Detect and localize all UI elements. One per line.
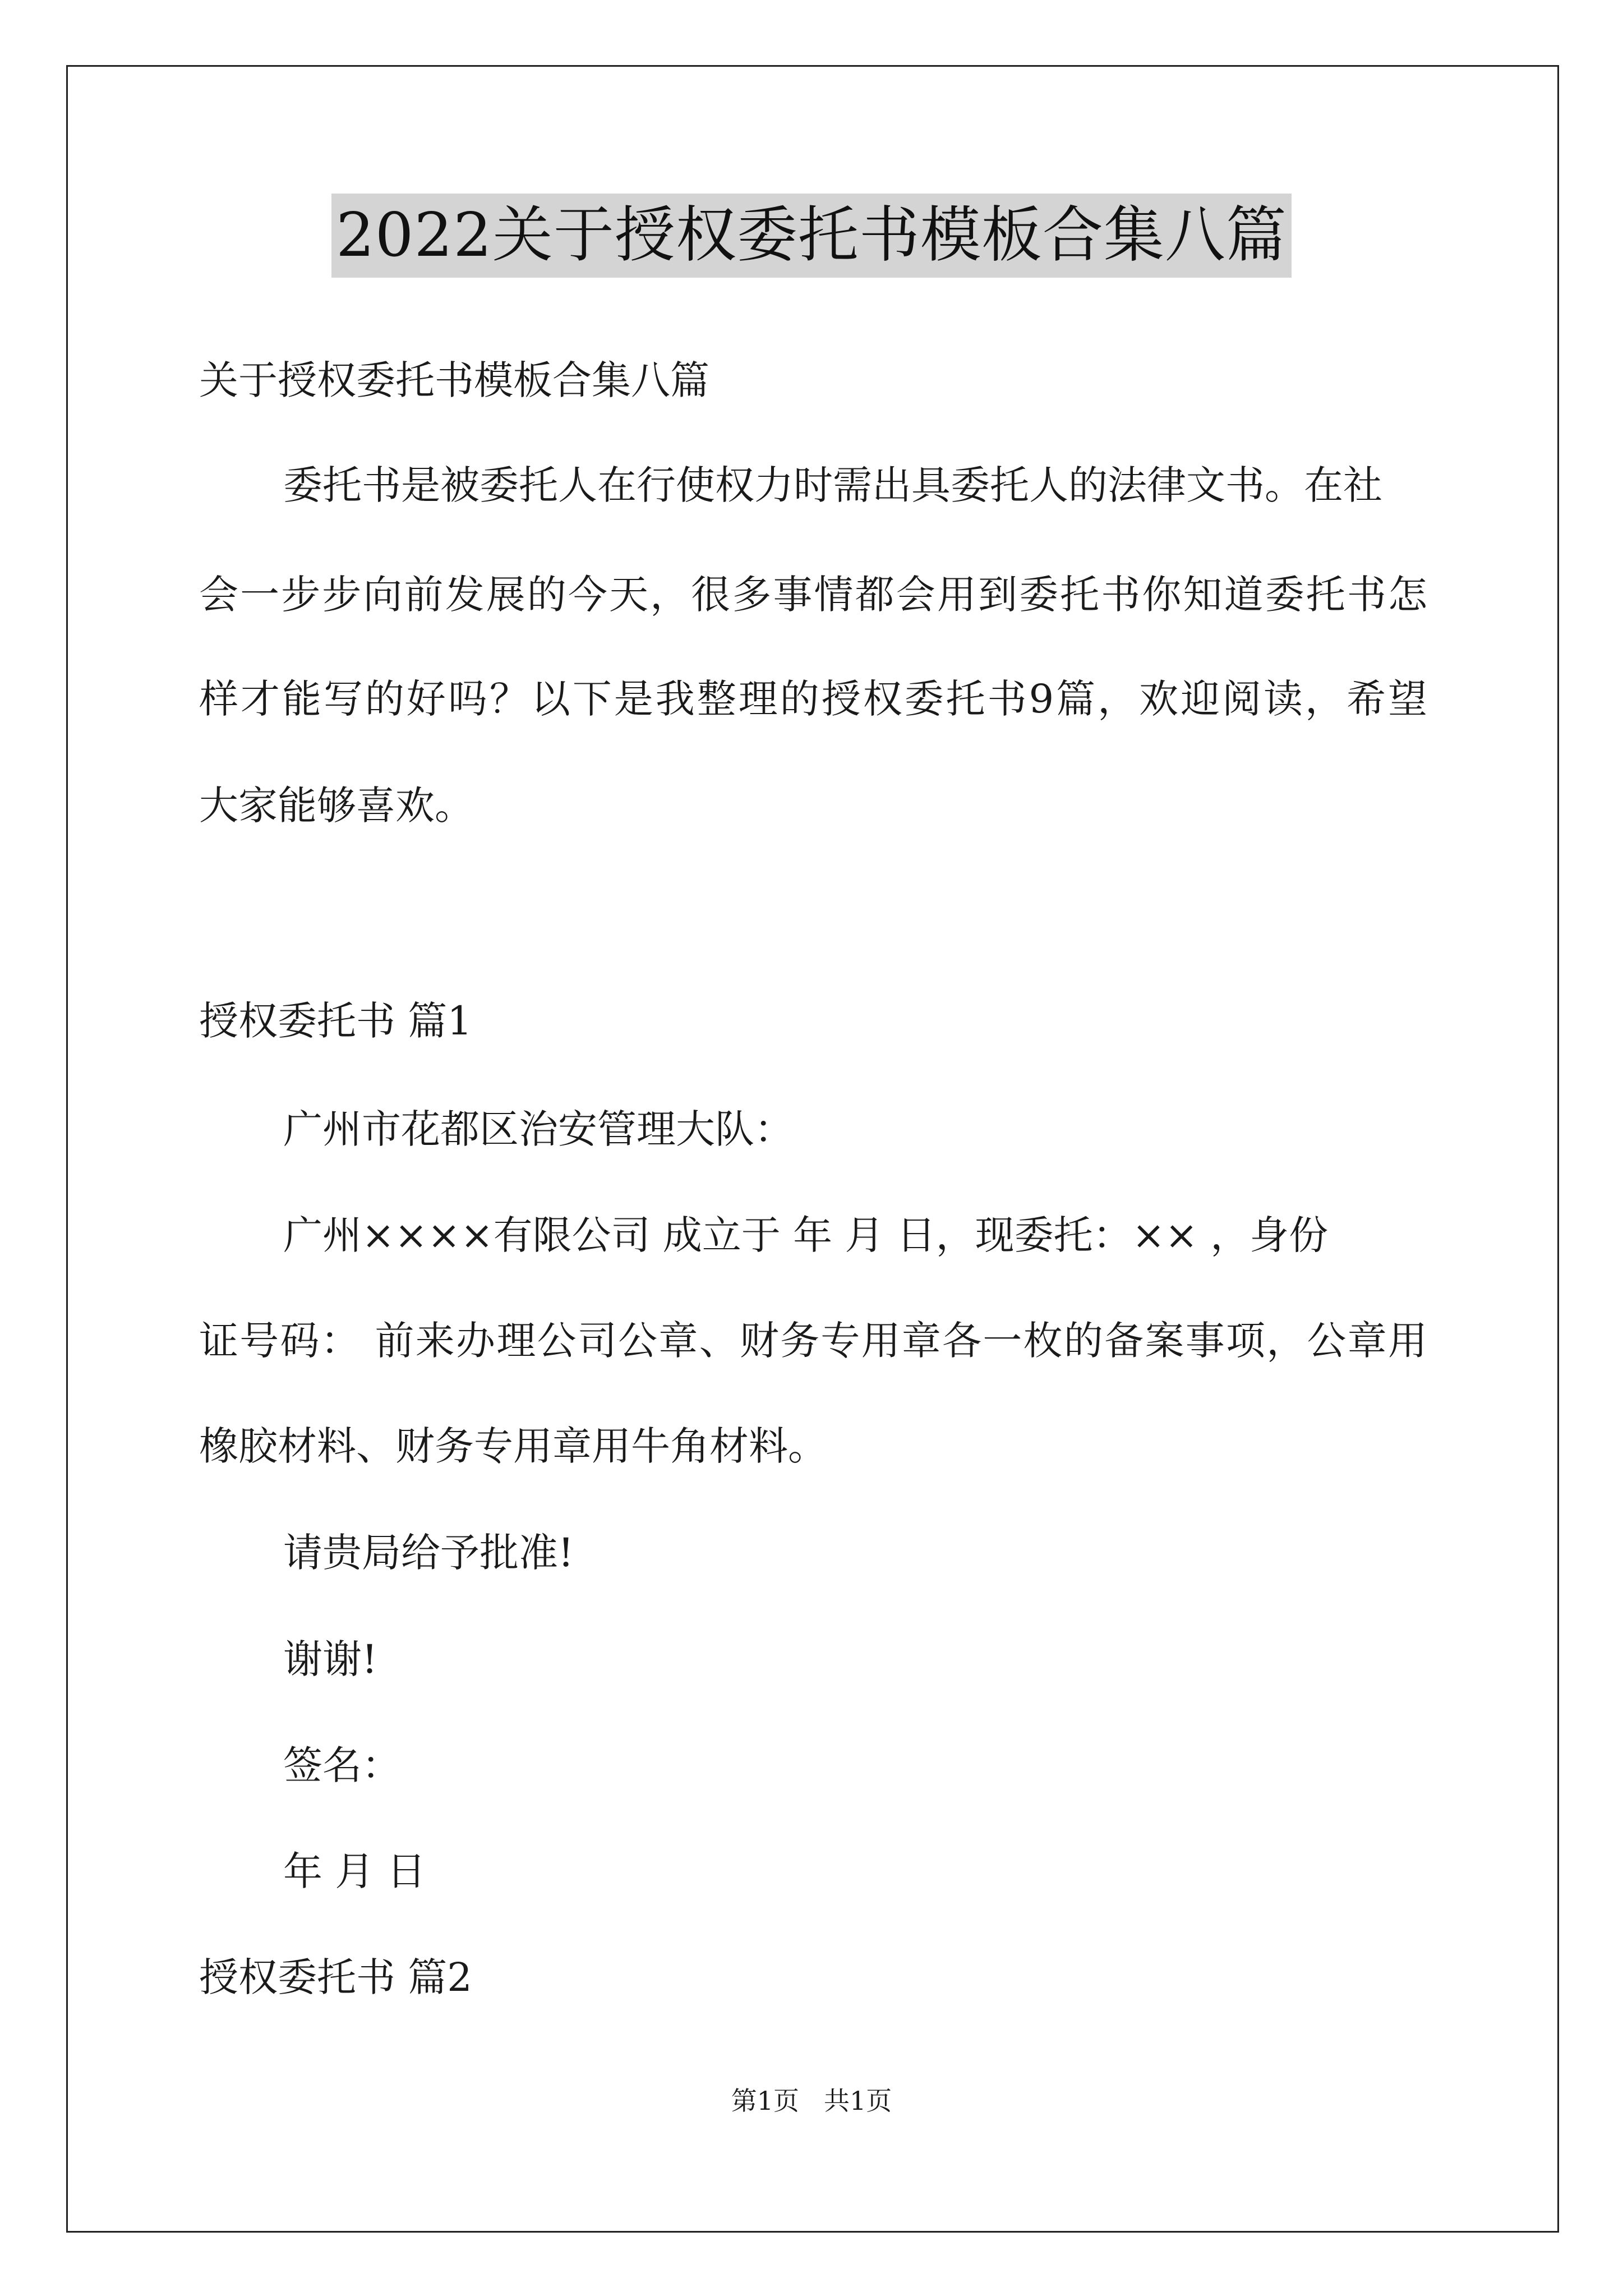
document-subtitle: 关于授权委托书模板合集八篇 [199,357,709,403]
section-1-heading: 授权委托书 篇1 [199,998,472,1044]
intro-line-3: 样才能写的好吗？以下是我整理的授权委托书9篇，欢迎阅读，希望 [199,676,1427,722]
page-number-total: 共1页 [824,2086,892,2116]
section-1-date: 年 月 日 [283,1848,426,1894]
section-1-request: 请贵局给予批准! [283,1530,574,1576]
intro-line-4: 大家能够喜欢。 [199,783,474,829]
section-1-signature: 签名： [283,1742,401,1788]
section-2-heading: 授权委托书 篇2 [199,1954,472,2000]
page-footer [0,2084,1623,2118]
section-1-body-line-1: 广州××××有限公司 成立于 年 月 日，现委托：×× ，身份 [283,1212,1329,1258]
title-container [0,194,1623,278]
page-number-current: 第1页 [731,2086,799,2116]
intro-line-1: 委托书是被委托人在行使权力时需出具委托人的法律文书。在社 [283,462,1382,508]
section-1-thanks: 谢谢! [283,1636,378,1682]
intro-line-2: 会一步步向前发展的今天，很多事情都会用到委托书你知道委托书怎 [199,572,1427,618]
document-title: 2022关于授权委托书模板合集八篇 [331,194,1292,278]
section-1-addressee: 广州市花都区治安管理大队： [283,1106,794,1152]
section-1-body-line-2: 证号码： 前来办理公司公章、财务专用章各一枚的备案事项，公章用 [199,1318,1427,1364]
section-1-body-line-3: 橡胶材料、财务专用章用牛角材料。 [199,1423,827,1469]
